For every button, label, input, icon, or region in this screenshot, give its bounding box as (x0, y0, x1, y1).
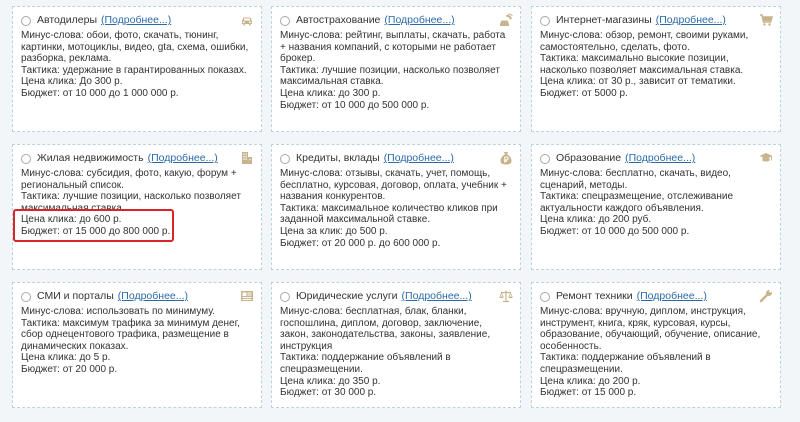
click-price: Цена клика: до 300 р. (280, 87, 381, 99)
car-insurance-icon (499, 13, 513, 27)
tactic: Тактика: поддержание объявлений в спецразмещении. (280, 352, 451, 375)
card-title: Ремонт техники (556, 290, 633, 303)
minus-words: Минус-слова: обои, фото, скачать, тюнинг, картинки, мотоциклы, видео, gta, схема, ошибки, разборка, реклама. (21, 30, 249, 65)
minus-words: Минус-слова: субсидия, фото, какую, форум + региональный список. (21, 168, 237, 191)
card-title: Юридические услуги (296, 290, 398, 303)
tactic: Тактика: лучшие позиции, насколько позволяет максимальная ставка. (280, 64, 500, 88)
click-price: Цена за клик: до 500 р. (280, 225, 388, 237)
tactic: Тактика: максимум трафика за минимум денег, сбор однецентового трафика, размещение в динамических показах. (21, 317, 240, 352)
card-title: Образование (556, 152, 622, 165)
cart-icon (759, 13, 773, 27)
budget: Бюджет: от 5000 р. (540, 87, 628, 99)
category-radio[interactable] (280, 292, 290, 302)
budget: Бюджет: от 20 000 р. (21, 363, 118, 375)
tactic: Тактика: поддержание объявлений в спецразмещении. (540, 352, 711, 375)
scales-icon (499, 289, 513, 303)
more-link[interactable]: (Подробнее...) (384, 14, 455, 27)
minus-words: Минус-слова: обзор, ремонт, своими руками, самостоятельно, сделать, фото. (540, 30, 749, 53)
category-card-credits-deposits (271, 144, 521, 270)
tactic: Тактика: удержание в гарантированных показах. (21, 64, 247, 76)
newspaper-icon (240, 289, 254, 303)
card-header (21, 13, 253, 29)
card-header (540, 289, 772, 305)
click-price: Цена клика: до 600 р. (21, 214, 122, 226)
category-card-education (531, 144, 781, 270)
minus-words: Минус-слова: вручную, диплом, инструкция, инструмент, книга, кряк, курсовая, курсы, образование, обучающий, обучение, описание, особенность. (540, 306, 761, 352)
category-radio[interactable] (540, 292, 550, 302)
category-card-real-estate (12, 144, 262, 270)
category-card-repair (531, 282, 781, 408)
card-header (280, 151, 512, 167)
minus-words: Минус-слова: бесплатно, скачать, видео, сценарий, методы. (540, 168, 731, 191)
car-icon (240, 13, 254, 27)
more-link[interactable]: (Подробнее...) (147, 152, 218, 165)
more-link[interactable]: (Подробнее...) (117, 290, 188, 303)
click-price: Цена клика: до 5 р. (21, 352, 111, 364)
category-radio[interactable] (21, 292, 31, 302)
building-icon (240, 151, 254, 165)
tactic: Тактика: спецразмещение, отслеживание актуальности каждого объявления. (540, 191, 734, 214)
minus-words: Минус-слова: рейтинг, выплаты, скачать, работа + названия компаний, с которыми не работает брокер. (280, 30, 506, 65)
card-title: Автодилеры (37, 14, 97, 27)
card-title: Интернет-магазины (556, 14, 652, 27)
click-price: Цена клика: до 200 руб. (540, 214, 652, 226)
category-radio[interactable] (540, 154, 550, 164)
category-card-autodealers (12, 6, 262, 132)
more-link[interactable]: (Подробнее...) (625, 152, 696, 165)
category-card-media-portals (12, 282, 262, 408)
card-title: СМИ и порталы (37, 290, 114, 303)
more-link[interactable]: (Подробнее...) (401, 290, 472, 303)
tactic: Тактика: лучшие позиции, насколько позволяет максимальная ставка. (21, 191, 241, 214)
more-link[interactable]: (Подробнее...) (636, 290, 707, 303)
category-card-online-stores (531, 6, 781, 132)
card-header (540, 13, 772, 29)
category-card-car-insurance (271, 6, 521, 132)
budget: Бюджет: от 15 000 до 800 000 р. (21, 225, 171, 237)
click-price: Цена клика: от 30 р., зависит от тематики. (540, 76, 736, 88)
more-link[interactable]: (Подробнее...) (655, 14, 726, 27)
budget: Бюджет: от 15 000 р. (540, 387, 637, 399)
category-radio[interactable] (280, 154, 290, 164)
budget: Бюджет: от 10 000 до 500 000 р. (540, 225, 690, 237)
card-header (21, 289, 253, 305)
category-radio[interactable] (280, 16, 290, 26)
budget: Бюджет: от 20 000 р. до 600 000 р. (280, 237, 441, 249)
click-price: Цена клика: до 350 р. (280, 375, 381, 387)
card-title: Автострахование (296, 14, 381, 27)
budget: Бюджет: от 10 000 до 500 000 р. (280, 99, 430, 111)
money-bag-icon (499, 151, 513, 165)
category-radio[interactable] (21, 154, 31, 164)
category-radio[interactable] (540, 16, 550, 26)
budget: Бюджет: от 10 000 до 1 000 000 р. (21, 87, 179, 99)
category-card-legal-services (271, 282, 521, 408)
wrench-icon (759, 289, 773, 303)
minus-words: Минус-слова: использовать по минимуму. (21, 306, 215, 317)
card-header (280, 13, 512, 29)
graduation-cap-icon (759, 151, 773, 165)
card-header (540, 151, 772, 167)
more-link[interactable]: (Подробнее...) (101, 14, 172, 27)
click-price: Цена клика: До 300 р. (21, 76, 123, 88)
category-radio[interactable] (21, 16, 31, 26)
card-title: Кредиты, вклады (296, 152, 380, 165)
card-header (280, 289, 512, 305)
budget: Бюджет: от 30 000 р. (280, 387, 377, 399)
tactic: Тактика: максимальное количество кликов при заданной максимальной ставке. (280, 202, 498, 226)
highlight-box (13, 209, 174, 242)
click-price: Цена клика: до 200 р. (540, 375, 641, 387)
minus-words: Минус-слова: бесплатная, блак, бланки, госпошлина, диплом, договор, заключение, закон, законодательства, законы, заявление, инструкция (280, 306, 491, 352)
tactic: Тактика: максимально высокие позиции, насколько позволяет максимальная ставка. (540, 53, 744, 76)
card-header (21, 151, 253, 167)
card-title: Жилая недвижимость (37, 152, 144, 165)
minus-words: Минус-слова: отзывы, скачать, учет, помощь, бесплатно, курсовая, договор, оплата, учебник + названия конкурентов. (280, 168, 507, 203)
more-link[interactable]: (Подробнее...) (383, 152, 454, 165)
